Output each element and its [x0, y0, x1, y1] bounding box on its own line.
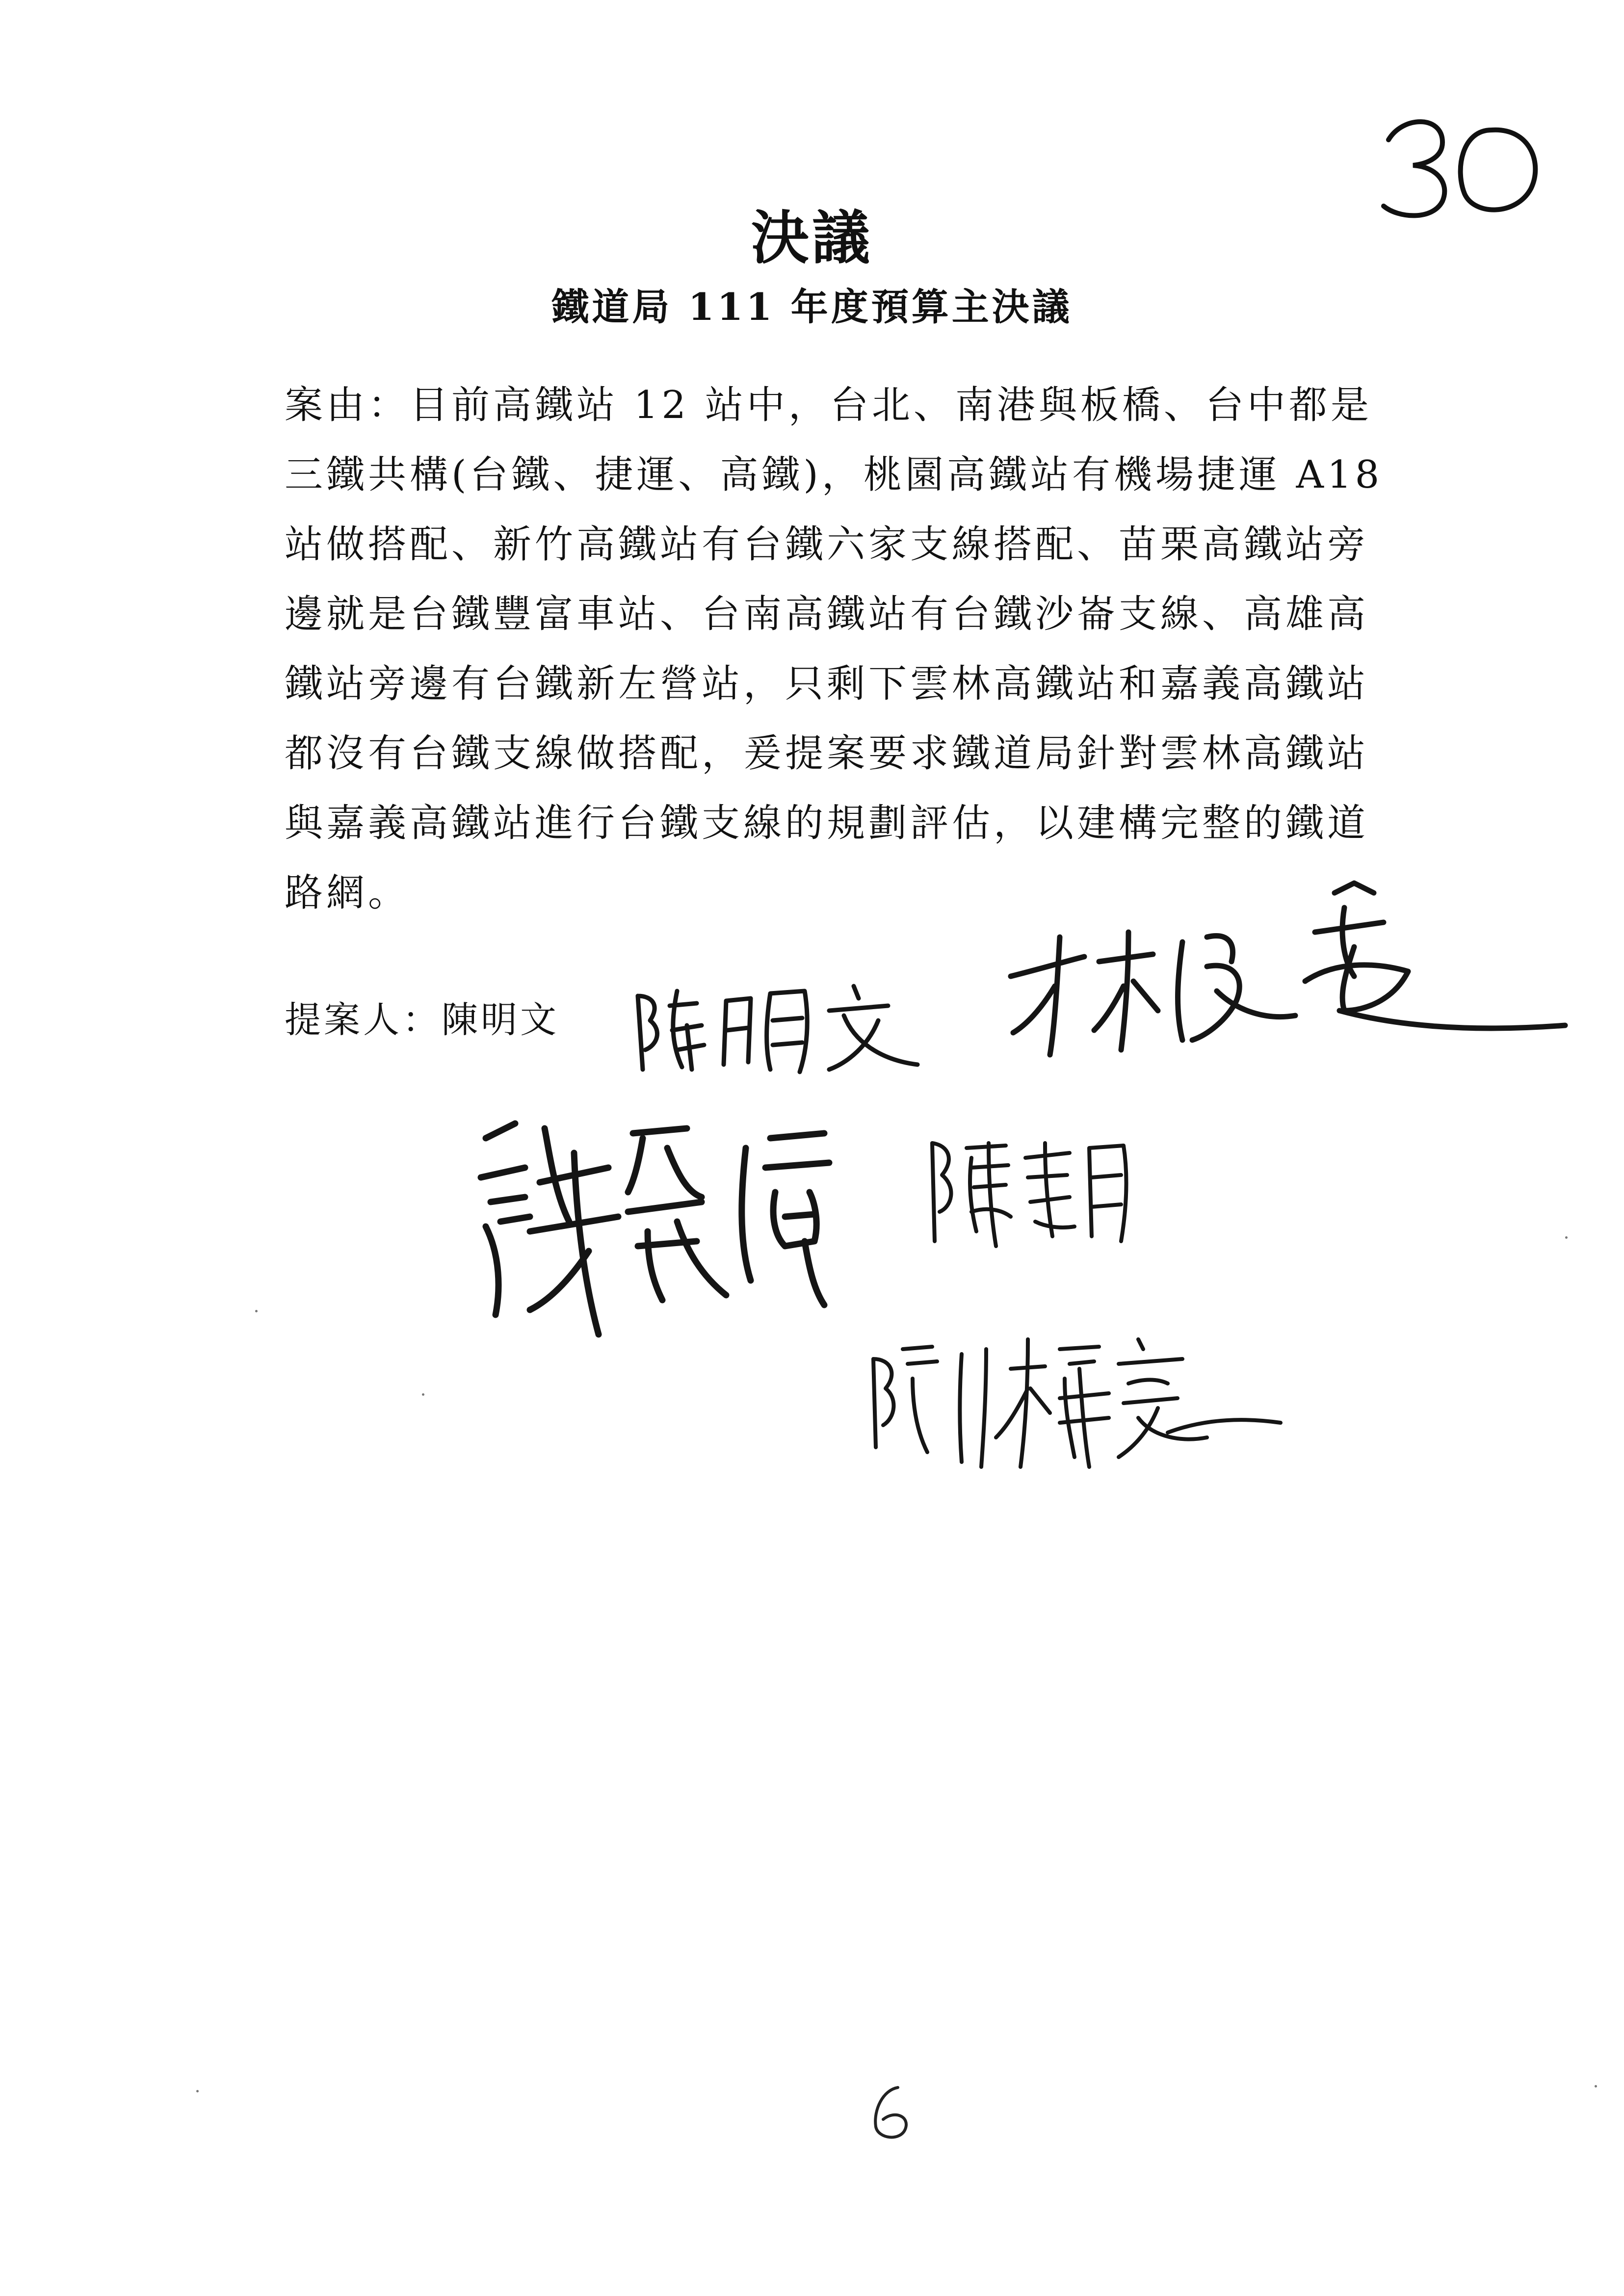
scan-speck	[196, 2090, 199, 2092]
signature-3	[471, 1094, 913, 1349]
body-line: 站做搭配、新竹高鐵站有台鐵六家支線搭配、苗栗高鐵站旁	[285, 522, 1369, 567]
document-title: 決議	[751, 204, 873, 272]
body-line: 路網。	[285, 871, 410, 915]
scan-speck	[1595, 2085, 1597, 2087]
signature-2	[1001, 863, 1580, 1070]
body-line: 邊就是台鐵豐富車站、台南高鐵站有台鐵沙崙支線、高雄高	[285, 592, 1369, 636]
body-line: 與嘉義高鐵站進行台鐵支線的規劃評估，以建構完整的鐵道	[285, 801, 1369, 845]
scan-speck	[1565, 1236, 1568, 1239]
scan-speck	[422, 1393, 424, 1396]
body-line: 案由：目前高鐵站 12 站中，台北、南港與板橋、台中都是	[285, 383, 1372, 427]
body-line: 三鐵共構(台鐵、捷運、高鐵)，桃園高鐵站有機場捷運 A18	[285, 453, 1383, 497]
scan-speck	[255, 1310, 258, 1312]
resolution-body	[285, 370, 1388, 928]
signature-5	[864, 1320, 1285, 1472]
body-line: 都沒有台鐵支線做搭配，爰提案要求鐵道局針對雲林高鐵站	[285, 731, 1369, 776]
signature-1	[623, 976, 927, 1079]
signature-4	[922, 1128, 1138, 1256]
document-subtitle: 鐵道局 111 年度預算主決議	[551, 285, 1073, 329]
handwritten-footer-page-number	[864, 2080, 917, 2144]
proposer-label: 提案人：陳明文	[285, 999, 559, 1041]
body-line: 鐵站旁邊有台鐵新左營站，只剩下雲林高鐵站和嘉義高鐵站	[285, 662, 1369, 706]
